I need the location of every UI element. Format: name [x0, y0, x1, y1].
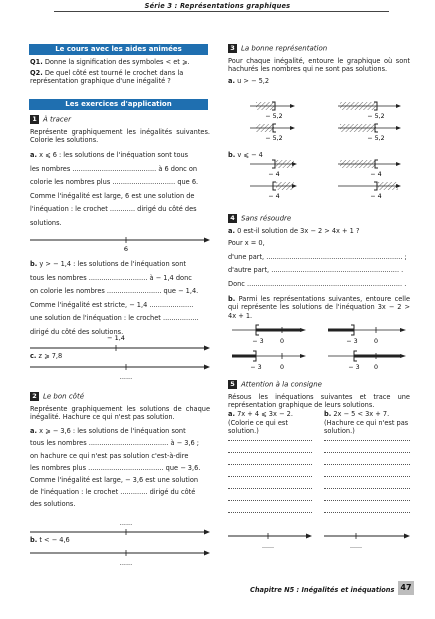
- svg-text:0: 0: [279, 338, 285, 345]
- graph-3a-1[interactable]: [250, 102, 295, 120]
- exercise-1-intro: Représente graphiquement les inégalités suivantes. Colorie les solutions.: [30, 127, 210, 145]
- svg-text:− 5,2: − 5,2: [265, 135, 283, 142]
- svg-text:− 5,2: − 5,2: [367, 135, 385, 142]
- exercise-3-number: 3: [228, 44, 237, 53]
- exercise-1-title: À tracer: [43, 115, 71, 124]
- exercise-5-number-lines: [228, 530, 412, 554]
- svg-text:− 4: − 4: [268, 171, 280, 178]
- svg-text:− 3: − 3: [250, 364, 262, 371]
- graph-3a-2[interactable]: [338, 102, 401, 120]
- exercise-1b: b. y > − 1,4 : les solutions de l'inéquation sont tous les nombres ............................ à − 1,4 donc on colorie les nombres .......................... que − 1,4. Comme l'inégalité est stricte, − 1,4 ..................... une solution de l'inéquation : le crochet ................. dirigé du côté des solutions.: [30, 260, 199, 336]
- graph-3b-1[interactable]: [250, 160, 297, 178]
- exercise-3-intro: Pour chaque inégalité, entoure le graphique où sont hachurés les nombres qui ne sont pas solutions.: [228, 56, 410, 74]
- axis-label-1b: − 1,4: [107, 334, 125, 342]
- exercise-5-title: Attention à la consigne: [241, 380, 322, 389]
- exercise-4a-lines: Pour x = 0, d'une part, ................................................................. ; d'autre part, ............................................................. . Donc .......................................................................... .: [228, 239, 407, 288]
- graph-3b-2[interactable]: [338, 160, 401, 178]
- exercise-3b-label: b. v ⩽ − 4: [228, 151, 263, 159]
- exercise-2a: a. x ⩾ − 3,6 : les solutions de l'inéquation sont tous les nombres ...................................... à − 3,6 ; on hachure ce qui n'est pas solution c'est-à-dire les nombres plus .................................... que − 3,6. Comme l'inégalité est large, − 3,6 est une solution de l'inéquation : le crochet ............. dirigé du côté des solutions.: [30, 427, 201, 509]
- exercise-1-number: 1: [30, 115, 39, 124]
- exercise-5-intro: Résous les inéquations suivantes et trace une représentation graphique de leurs solutions.: [228, 392, 410, 410]
- header-rule: [54, 11, 389, 12]
- svg-text:− 4: − 4: [370, 171, 382, 178]
- graph-4b-4[interactable]: [328, 351, 406, 371]
- exercise-5: [228, 380, 410, 410]
- graph-4b-1[interactable]: [232, 325, 306, 345]
- page-number: 47: [398, 581, 414, 595]
- exercise-3-title: La bonne représentation: [241, 44, 328, 53]
- graph-4b-2[interactable]: [328, 325, 406, 345]
- svg-text:− 3: − 3: [348, 364, 360, 371]
- svg-text:0: 0: [373, 338, 379, 345]
- number-line-5a: [228, 533, 312, 550]
- svg-text:0: 0: [279, 364, 285, 371]
- exercise-3: 3 La bonne représentation Pour chaque inégalité, entoure le graphique où sont hachurés les nombres qui ne sont pas solutions. a. u > − 5,2: [228, 44, 410, 86]
- graph-4b-3[interactable]: [232, 351, 306, 371]
- exercise-2b: b. t < − 4,6: [30, 536, 70, 544]
- exercise-2-intro: Représente graphiquement les solutions de chaque inégalité. Hachure ce qui n'est pas solution.: [30, 404, 210, 422]
- exercise-5-number: 5: [228, 380, 237, 389]
- exercise-4b-graphs: [232, 322, 412, 376]
- graph-3b-4[interactable]: [338, 182, 401, 200]
- axis-label-2a: ......: [119, 519, 133, 527]
- q2: Q2. De quel côté est tourné le crochet dans la représentation graphique d'une inégalité ?: [30, 68, 184, 86]
- graph-3a-3[interactable]: [250, 124, 295, 142]
- exercise-1c: c. z ⩾ 7,8: [30, 352, 63, 360]
- axis-label-1a: 6: [123, 245, 129, 253]
- series-title: Série 3 : Représentations graphiques: [144, 2, 291, 10]
- svg-text:− 4: − 4: [268, 193, 280, 200]
- chapter-footer: Chapitre N5 : Inégalités et inéquations: [250, 586, 395, 594]
- q1: Q1. Donne la signification des symboles < et ⩾.: [30, 58, 190, 66]
- exercise-5a: a. 7x + 4 ⩽ 3x − 2. (Colorie ce qui est solution.): [228, 410, 293, 436]
- number-line-1c: [30, 361, 210, 385]
- svg-text:0: 0: [373, 364, 379, 371]
- exercise-3b-graphs: [250, 158, 410, 208]
- graph-3b-3[interactable]: [250, 182, 297, 200]
- exercise-2-number: 2: [30, 392, 39, 401]
- exercise-3a-graphs: [250, 100, 410, 150]
- exercise-5b: b. 2x − 5 < 3x + 7. (Hachure ce qui n'est pas solution.): [324, 410, 409, 436]
- exercise-1a: a. x ⩽ 6 : les solutions de l'inéquation sont tous les nombres ........................................ à 6 donc on colorie les nombres plus .............................. que 6. Comme l'inégalité est large, 6 est une solution de l'inéquation : le crochet ............ dirigé du côté des solutions.: [30, 151, 199, 227]
- graph-3a-4[interactable]: [338, 124, 401, 142]
- svg-text:......: ......: [261, 543, 275, 550]
- number-line-2b: [30, 547, 210, 571]
- number-line-1a: [30, 234, 210, 254]
- svg-text:......: ......: [349, 543, 363, 550]
- svg-text:− 5,2: − 5,2: [265, 113, 283, 120]
- exercise-4-title: Sans résoudre: [241, 214, 292, 223]
- axis-label-2b: ......: [119, 559, 133, 567]
- exercise-4: 4 Sans résoudre a. 0 est-il solution de 3x − 2 > 4x + 1 ? Pour x = 0, d'une part, ................................................................. ; d'autre part, ............................................................. . Donc .......................................................................... . b. Parmi les représentations suivantes, entoure celle qui représente les solutions de l'inéquation 3x − 2 > 4x + 1.: [228, 214, 410, 320]
- svg-text:− 5,2: − 5,2: [367, 113, 385, 120]
- exercises-banner: Les exercices d'application: [29, 99, 208, 110]
- svg-text:− 4: − 4: [370, 193, 382, 200]
- exercise-4-number: 4: [228, 214, 237, 223]
- svg-text:− 3: − 3: [346, 338, 358, 345]
- exercise-2: [30, 392, 210, 510]
- exercise-2-title: Le bon côté: [43, 392, 85, 401]
- axis-label-1c: ......: [119, 373, 133, 381]
- svg-text:− 3: − 3: [252, 338, 264, 345]
- exercise-1: [30, 115, 210, 230]
- number-line-5b: [324, 533, 410, 550]
- course-banner: Le cours avec les aides animées: [29, 44, 208, 55]
